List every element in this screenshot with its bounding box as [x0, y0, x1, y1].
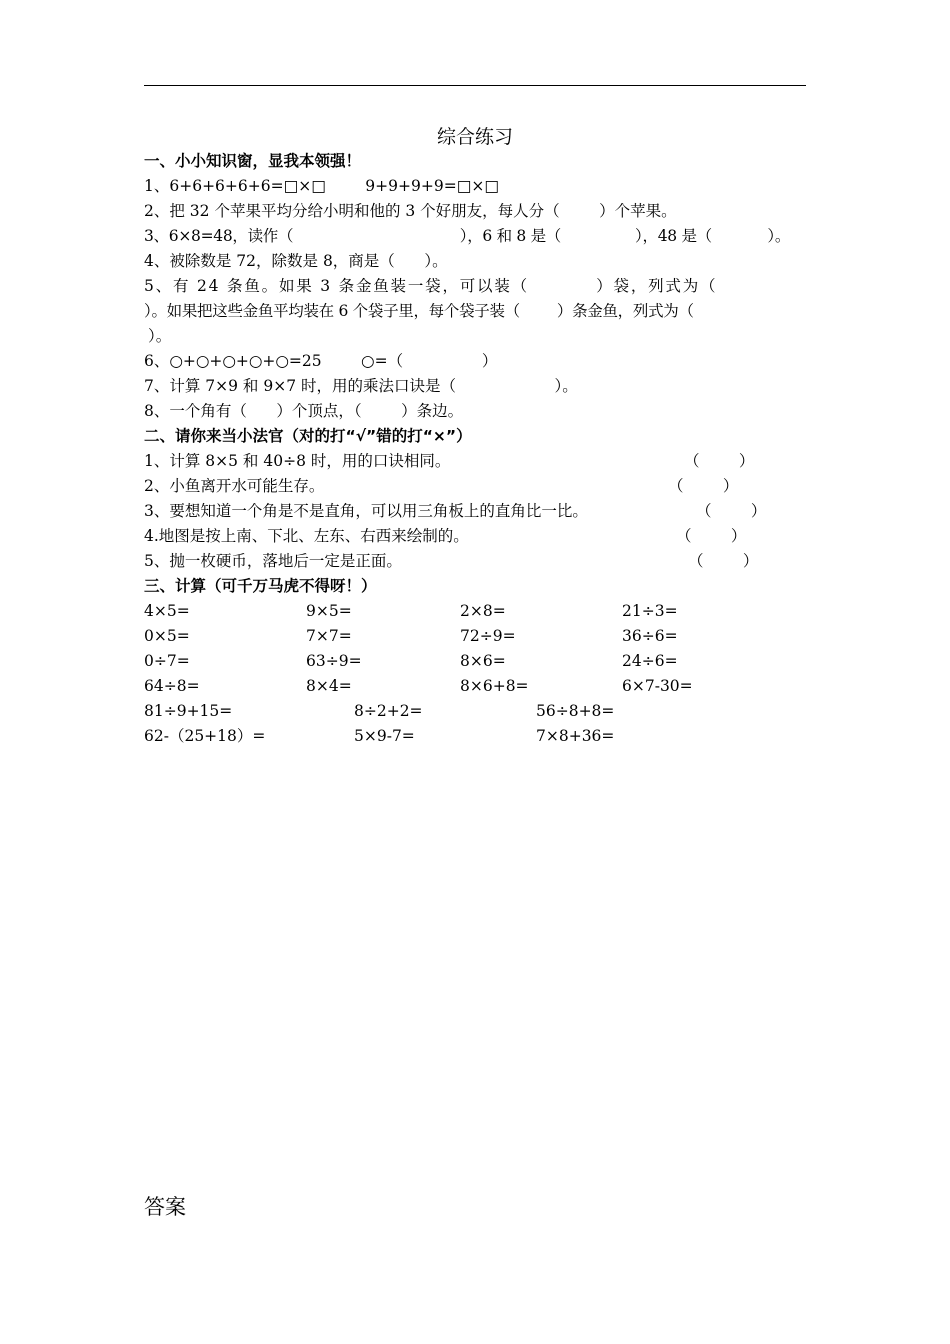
s2-item-5: 5、抛一枚硬币，落地后一定是正面。	[144, 552, 402, 570]
calc-problem: 6×7-30=	[622, 677, 693, 695]
s1-item-1: 1、6+6+6+6+6=□×□ 9+9+9+9=□×□	[144, 177, 499, 195]
calc-problem: 63÷9=	[306, 652, 362, 670]
s2-item-5-answer-blank: （ ）	[688, 552, 759, 570]
calc-problem: 24÷6=	[622, 652, 678, 670]
calc-problem: 62-（25+18）=	[144, 727, 266, 745]
s2-item-2-answer-blank: （ ）	[668, 477, 739, 495]
calc-problem: 7×7=	[306, 627, 352, 645]
s2-item-4: 4.地图是按上南、下北、左东、右西来绘制的。	[144, 527, 469, 545]
calc-problem: 56÷8+8=	[536, 702, 615, 720]
calc-problem: 8÷2+2=	[354, 702, 423, 720]
calc-problem: 64÷8=	[144, 677, 200, 695]
s1-item-5-line2: ）。如果把这些金鱼平均装在 6 个袋子里，每个袋子装（ ）条金鱼，列式为（	[144, 302, 694, 320]
s1-item-5-line3: ）。	[148, 327, 172, 345]
section1-heading: 一、小小知识窗，显我本领强！	[144, 152, 362, 170]
s2-item-1: 1、计算 8×5 和 40÷8 时，用的口诀相同。	[144, 452, 451, 470]
s1-item-2: 2、把 32 个苹果平均分给小明和他的 3 个好朋友，每人分（ ）个苹果。	[144, 202, 677, 220]
s2-item-1-answer-blank: （ ）	[684, 452, 755, 470]
s1-item-7: 7、计算 7×9 和 9×7 时，用的乘法口诀是（ ）。	[144, 377, 578, 395]
calc-problem: 9×5=	[306, 602, 352, 620]
s1-item-5-line1: 5、有 24 条鱼。如果 3 条金鱼装一袋，可以装（ ）袋，列式为（	[144, 277, 718, 295]
calc-problem: 72÷9=	[460, 627, 516, 645]
s2-item-3: 3、要想知道一个角是不是直角，可以用三角板上的直角比一比。	[144, 502, 588, 520]
section2-heading: 二、请你来当小法官（对的打“√”错的打“×”）	[144, 427, 472, 445]
page-title: 综合练习	[436, 126, 513, 148]
calc-problem: 0×5=	[144, 627, 190, 645]
s1-item-4: 4、被除数是 72，除数是 8，商是（ ）。	[144, 252, 448, 270]
calc-problem: 8×6+8=	[460, 677, 529, 695]
calc-problem: 8×4=	[306, 677, 352, 695]
section3-heading: 三、计算（可千万马虎不得呀！）	[144, 577, 377, 595]
calc-problem: 36÷6=	[622, 627, 678, 645]
calc-problem: 2×8=	[460, 602, 506, 620]
s2-item-4-answer-blank: （ ）	[676, 527, 747, 545]
calc-problem: 81÷9+15=	[144, 702, 233, 720]
calc-problem: 7×8+36=	[536, 727, 615, 745]
s1-item-6: 6、○+○+○+○+○=25 ○=（ ）	[144, 352, 498, 370]
header-rule	[144, 85, 806, 86]
s1-item-3: 3、6×8=48，读作（ ），6 和 8 是（ ），48 是（ ）。	[144, 227, 791, 245]
calc-problem: 21÷3=	[622, 602, 678, 620]
calc-problem: 8×6=	[460, 652, 506, 670]
s2-item-2: 2、小鱼离开水可能生存。	[144, 477, 325, 495]
calc-problem: 4×5=	[144, 602, 190, 620]
s1-item-8: 8、一个角有（ ）个顶点，（ ）条边。	[144, 402, 464, 420]
calc-problem: 0÷7=	[144, 652, 190, 670]
answer-label: 答案	[144, 1195, 186, 1219]
s2-item-3-answer-blank: （ ）	[696, 502, 767, 520]
calc-problem: 5×9-7=	[354, 727, 415, 745]
